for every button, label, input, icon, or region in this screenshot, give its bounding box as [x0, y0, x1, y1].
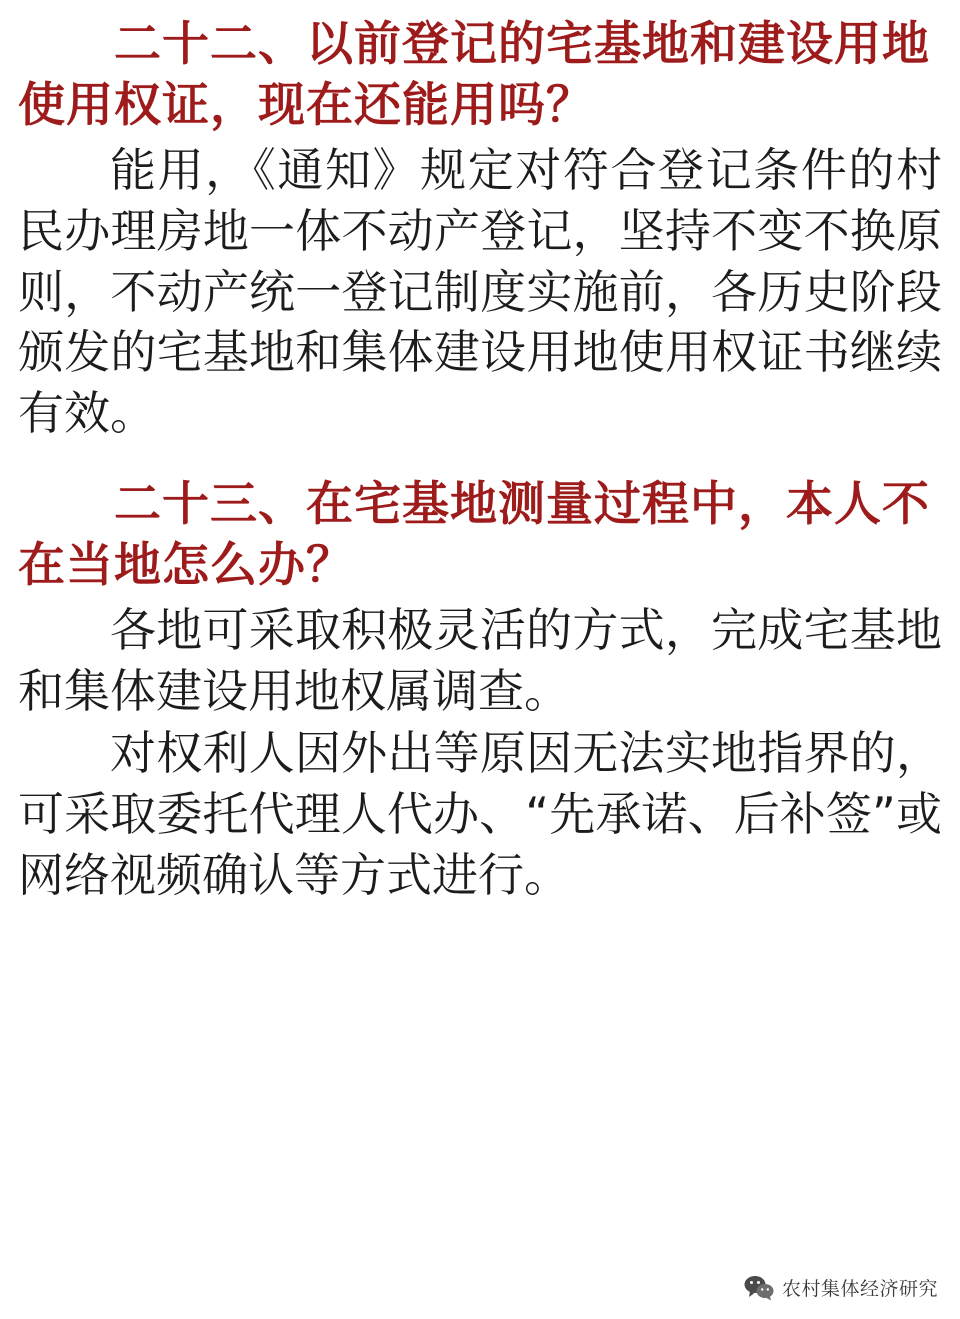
- wechat-icon: [744, 1275, 774, 1301]
- section-heading-23: 二十三、在宅基地测量过程中，本人不在当地怎么办？: [18, 476, 930, 593]
- section-23-paragraph-1: 各地可采取积极灵活的方式，完成宅基地和集体建设用地权属调查。: [18, 602, 942, 718]
- section-22-paragraph-1: 能用，《通知》规定对符合登记条件的村民办理房地一体不动产登记，坚持不变不换原则，不动产统一登记制度实施前，各历史阶段颁发的宅基地和集体建设用地使用权证书继续有效。: [18, 143, 942, 441]
- section-spacer: [18, 446, 942, 456]
- footer-account-badge: [744, 1274, 938, 1301]
- footer-account-name: 农村集体经济研究: [781, 1278, 938, 1300]
- section-heading-22: 二十二、以前登记的宅基地和建设用地使用权证，现在还能用吗？: [18, 17, 930, 134]
- section-23-paragraph-2: 对权利人因外出等原因无法实地指界的，可采取委托代理人代办、“先承诺、后补签”或网络视频确认等方式进行。: [18, 726, 942, 902]
